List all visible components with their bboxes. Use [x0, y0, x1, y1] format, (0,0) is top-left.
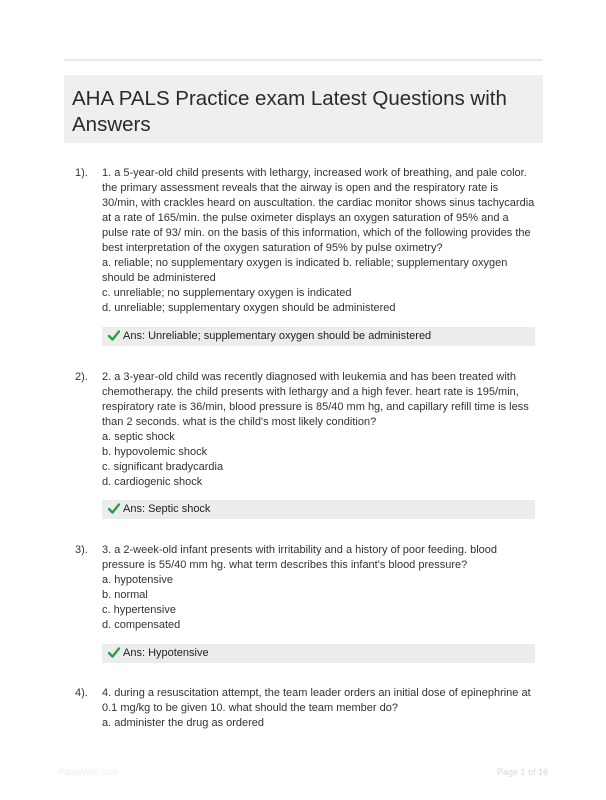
document-title: AHA PALS Practice exam Latest Questions with Answers — [72, 87, 507, 136]
title-banner — [64, 75, 543, 143]
option: a. septic shock — [102, 431, 175, 443]
checkmark-icon — [108, 330, 120, 341]
question-body — [102, 686, 536, 731]
option: c. significant bradycardia — [102, 461, 224, 473]
option: d. compensated — [102, 619, 181, 631]
question-body — [102, 166, 536, 316]
option: a. reliable; no supplementary oxygen is indicated b. reliable; supplementary oxygen should be administered — [102, 257, 508, 284]
checkmark-icon — [108, 503, 120, 514]
question-text: 2. a 3-year-old child was recently diagnosed with leukemia and has been treated with chemotherapy. the child presents with lethargy and a high fever. heart rate is 195/min, respiratory rate is 36/min, blood pressure is 85/40 mm hg, and capillary refill time is less than 2 seconds. what is the child's most likely condition? — [102, 371, 529, 428]
option: d. unreliable; supplementary oxygen should be administered — [102, 302, 396, 314]
page-indicator: Page 1 of 16 — [496, 767, 548, 777]
answer-text: Ans: Septic shock — [123, 503, 211, 515]
option: c. hypertensive — [102, 604, 176, 616]
answer-box — [102, 644, 535, 663]
question-body — [102, 543, 536, 633]
checkmark-icon — [108, 647, 120, 658]
option: c. unreliable; no supplementary oxygen is indicated — [102, 287, 352, 299]
question-text: 3. a 2-week-old infant presents with irritability and a history of poor feeding. blood pressure is 55/40 mm hg. what term describes this infant's blood pressure? — [102, 544, 497, 571]
question-number: 2). — [75, 371, 88, 383]
answer-box — [102, 327, 535, 346]
option: b. hypovolemic shock — [102, 446, 208, 458]
question-number: 3). — [75, 544, 88, 556]
answer-box — [102, 500, 535, 519]
question-text: 1. a 5-year-old child presents with lethargy, increased work of breathing, and pale color. the primary assessment reveals that the airway is open and the respiratory rate is 30/min, with crackles heard on auscultation. the cardiac monitor shows sinus tachycardia at a rate of 165/min. the pulse oximeter displays an oxygen saturation of 95% and a pulse rate of 93/ min. on the basis of this information, which of the following provides the best interpretation of the oxygen saturation of 95% by pulse oximetry? — [102, 167, 535, 254]
question-number: 1). — [75, 167, 88, 179]
option: d. cardiogenic shock — [102, 476, 203, 488]
answer-text: Ans: Hypotensive — [123, 647, 209, 659]
answer-text: Ans: Unreliable; supplementary oxygen should be administered — [123, 330, 432, 342]
question-number: 4). — [75, 687, 88, 699]
option: a. administer the drug as ordered — [102, 717, 265, 729]
footer-watermark: PaperWiki.com — [58, 767, 119, 777]
question-body — [102, 370, 536, 490]
top-divider — [64, 59, 543, 61]
question-text: 4. during a resuscitation attempt, the team leader orders an initial dose of epinephrine at 0.1 mg/kg to be given 10. what should the team member do? — [102, 687, 531, 714]
option: a. hypotensive — [102, 574, 173, 586]
option: b. normal — [102, 589, 148, 601]
